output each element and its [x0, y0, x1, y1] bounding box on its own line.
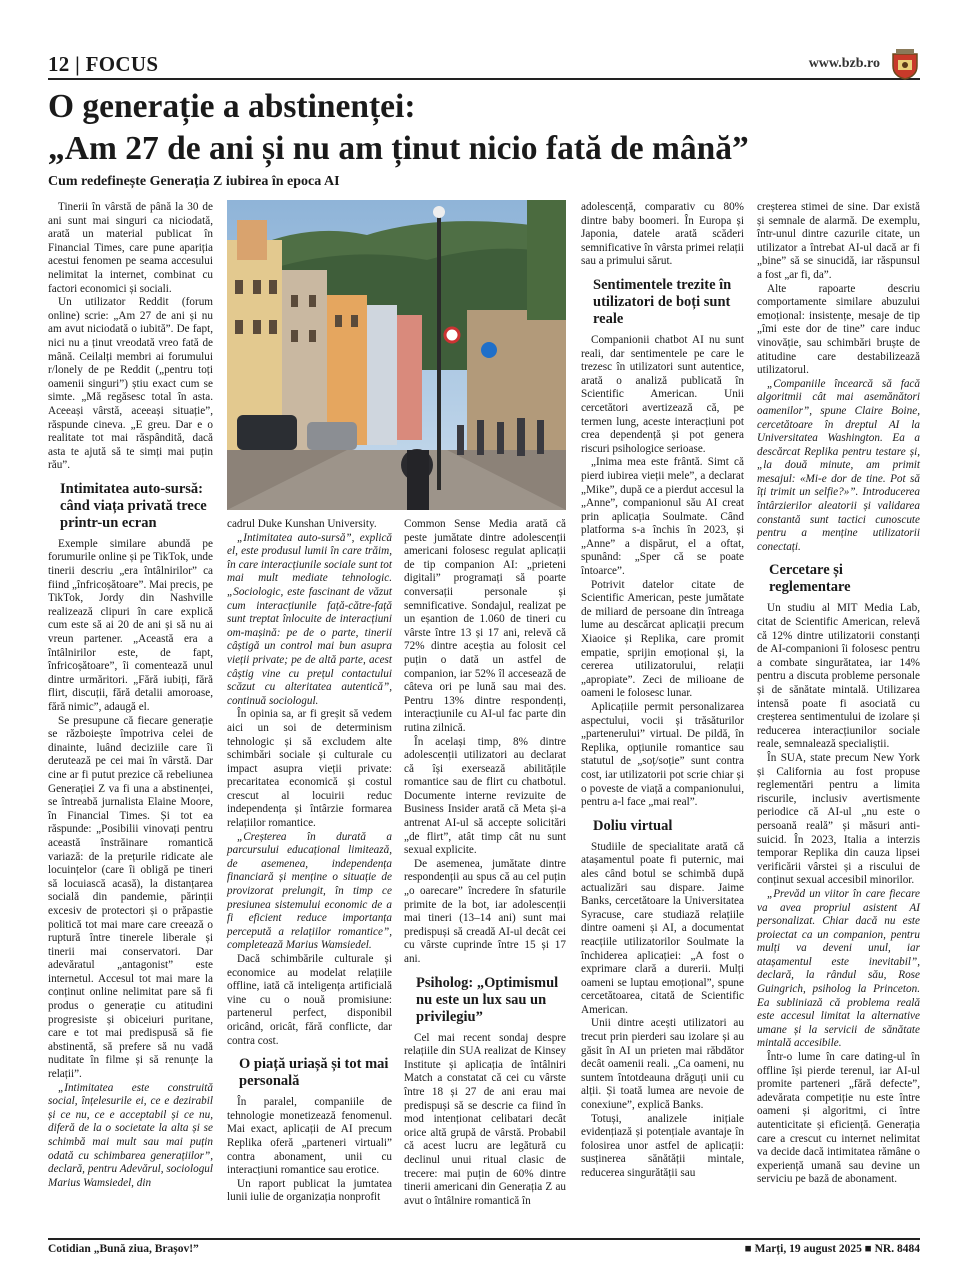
website-link[interactable]: www.bzb.ro [808, 56, 880, 71]
paragraph: Se presupune că fiecare generație se războiește împotriva celei de dinainte, luând deciziile care îi derutează pe cei mai în vârstă. Dar cine ar fi putut prezice că rebeliunea Generației Z va fi una a abstinenței, se întreabă jurnalista Elaine Moore, în Financial Times. Și tot ea răspunde: „Posibilii vinovați pentru această înstrăinare romantică variază: de la prețurile ridicate ale locuințelor (care îi obligă pe tineri să locuiască acasă), la distanțarea socială din pandemie, părinții excesiv de protectori și o prăpastie politică tot mai mare care creează o ruptură între tinerele liberale și tinerii mai conservatori. Dar adevăratul „antagonist” este internetul. Accesul tot mai mare la conținut online nelimitat pare să fi produs o generație cu atitudini progresiste și obiceiuri puritane, care e tot mai predispusă să fie abstinentă, să prefere să nu vadă nuditate în filme și să renunțe la relații”. [48, 714, 213, 1081]
street-photo [227, 200, 566, 510]
paragraph: În SUA, state precum New York și California au fost propuse reglementări pentru a limita riscurile, inclusiv avertismente periodice că AI-ul „nu este o persoană reală” și măsuri anti-suicid. În 2023, Italia a interzis temporar Replika din cauza lipsei verificării vârstei și a riscului de conținut sexual accesibil minorilor. [757, 751, 920, 887]
paragraph: De asemenea, jumătate dintre respondenții au spus că au cel puțin „o oarecare” încredere în sfaturile primite de la bot, iar adolescenții mai tineri (13–14 ani) sunt mai predispuși să creadă AI-ul decât cei cu vârste cuprinde între 15 și 17 ani. [404, 857, 566, 965]
section-heading: Intimitatea auto-sursă: când viața privată trece printr-un ecran [60, 480, 207, 531]
paragraph: Alte rapoarte descriu comportamente similare abuzului emoțional: insistențe, mesaje de tip „îmi este dor de tine” care induc vinovăție, sau schimbări bruște de atitudine care destabilizează utilizatorul. [757, 282, 920, 377]
paragraph: În același timp, 8% dintre adolescenții utilizatori au declarat că își exersează abilitățile romantice sau de flirt cu chatbotul. Documente interne revizuite de Business Insider arată că Meta și-a antrenat AI-ul să accepte solicitări „de flirt”, atât timp cât nu sunt sexual explicite. [404, 735, 566, 857]
paragraph: Studiile de specialitate arată că atașamentul poate fi puternic, mai ales când botul se schimbă după actualizări sau dispare. Jaime Banks, cercetătoare la Universitatea Syracuse, care studiază relațiile dintre oameni și AI, a documentat reacțiile utilizatorilor Soulmate la închiderea aplicației: „A fost o exprimare clară a durerii. Mulți oameni se luptau emoțional”, spune cercetătoarea, citată de Scientific American. [581, 840, 744, 1016]
quote-paragraph: „Intimitatea este construită social, înțelesurile ei, ce e dezirabil și ce nu, ce e acceptabil și ce nu, diferă de la o societate la alta și se schimbă mai mult sau mai puțin odată cu schimbarea generațiilor”, declară, pentru Adevărul, sociologul Marius Wamsiedel, din [48, 1081, 213, 1189]
section-heading: Sentimentele trezite în utilizatori de boți sunt reale [593, 276, 732, 327]
column-3 [404, 518, 566, 1208]
headline-line-1: O generație a abstinenței: [48, 88, 416, 125]
column-1 [48, 201, 213, 1190]
quote-paragraph: „Creșterea în durată a parcursului educațional limitează, de asemenea, independența financiară și menține o situație de provizorat prelungit, în timp ce presiunea sistemului economic de a fi eficient reduce importanța percepută a relațiilor romantice”, completează Marius Wamsiedel. [227, 830, 392, 952]
paragraph: Un utilizator Reddit (forum online) scrie: „Am 27 de ani și nu am avut niciodată o iubită”. De fapt, nici nu a ținut vreodată vreo fată de mână. Ceilalți membri ai forumului r/lonely de pe Reddit („pentru toți oamenii singuri”) știu exact cum se simte. „Mă regăsesc total în asta. Aceeași vârstă, aceeași situație”, răspunde cineva. „E greu. Dar e o realitate tot mai răspândită, dacă asta te ajută să te simți mai puțin rău”. [48, 296, 213, 472]
paragraph: Dacă schimbările culturale și economice au modelat relațiile offline, iată că inteligența artificială vine cu o nouă promisiune: partenerul perfect, disponibil oricând, oricât, fără conflicte, dar contra cost. [227, 953, 392, 1047]
city-crest-icon [890, 48, 920, 80]
issue-date-number: ■ Marți, 19 august 2025 ■ NR. 8484 [744, 1243, 920, 1255]
paragraph: Într-o lume în care dating-ul în offline își pierde terenul, iar AI-ul promite parteneri „fără defecte”, adevărata competiție nu este între oameni și algoritmi, ci între autenticitate și eficiență. Generația care a crescut cu internet nelimitat va decide dacă intimitatea rămâne o experiență umană sau devine un serviciu pe bază de abonament. [757, 1051, 920, 1186]
article-headline [48, 86, 928, 170]
paragraph: Tinerii în vârstă de până la 30 de ani sunt mai singuri ca niciodată, arată un material publicat în Financial Times, care pune apariția acestui fenomen pe seama accesului nelimitat la internet, combinat cu factori economici și sociali. [48, 201, 213, 295]
quote-paragraph: „Intimitatea auto-sursă”, explică el, este produsul lumii în care trăim, în care interacțiunile sociale sunt tot mai mult mediate tehnologic. „Sociologic, este fascinant de văzut cum interacțiunile față-către-față sunt treptat înlocuite de interacțiuni om-mașină: pe de o parte, tinerii câștigă un control mai bun asupra vieții private; pe de altă parte, acest câștig vine cu prețul contactului scăzut cu alteritatea autentică”, continuă sociologul. [227, 531, 392, 707]
column-4 [581, 201, 744, 1181]
article-subheadline: Cum redefinește Generația Z iubirea în epoca AI [48, 174, 340, 189]
page-section-label: 12 | FOCUS [48, 52, 159, 76]
column-5 [757, 201, 920, 1187]
section-heading: Cercetare și reglementare [769, 562, 851, 596]
headline-line-2: „Am 27 de ani și nu am ținut nicio fată de mână” [48, 130, 749, 167]
paragraph: creșterea stimei de sine. Dar există și semnale de alarmă. De exemplu, într-unul dintre cazurile citate, un utilizator a întrebat AI-ul dacă ar fi „bine” să se sinucidă, iar răspunsul a fost „ar fi, da”. [757, 201, 920, 281]
paragraph: Aplicațiile permit personalizarea aspectului, vocii și trăsăturilor „partenerului” virtual. De pildă, în Replika, opțiunile romantice sau statutul de „soț/soție” sunt contra cost, iar utilizatorii pot scrie chiar și o poveste de viață a companionului, pentru a-l face „mai real”. [581, 701, 744, 809]
newspaper-name: Cotidian „Bună ziua, Brașov!” [48, 1243, 199, 1255]
column-2 [227, 518, 392, 1205]
paragraph: Un studiu al MIT Media Lab, citat de Scientific American, relevă că 12% dintre utilizatorii constanți de AI-companioni îi folosesc pentru a combate singurătatea, iar 14% pentru a discuta probleme personale și de sănătate mintală. Utilizarea intensă poate fi asociată cu creșterea sentimentului de izolare și reducerea interacțiunilor sociale reale, semnalează specialiștii. [757, 602, 920, 751]
paragraph: Totuși, analizele inițiale evidențiază și potențiale avantaje în folosirea unor astfel de aplicații: susținerea sănătății mintale, reducerea singurătății sau [581, 1112, 744, 1179]
paragraph: Companionii chatbot AI nu sunt reali, dar sentimentele pe care le trezesc în utilizatori sunt autentice, arată o analiză publicată în Scientific American. Unii cercetători avertizează că, pe termen lung, aceste interacțiuni pot crea dependență și pot genera riscuri psihologice serioase. [581, 333, 744, 455]
paragraph: „Inima mea este frântă. Simt că pierd iubirea vieții mele”, a declarat „Mike”, după ce a pierdut accesul la „Anne”, companionul său AI creat prin aplicația Soulmate. Când platforma s-a închis în 2023, și „Anne” a dispărut, el a oftat, spunând: „Sper că se poate întoarce”. [581, 456, 744, 578]
paragraph: Cel mai recent sondaj despre relațiile din SUA realizat de Kinsey Institute și aplicația de întâlniri Match a constatat că cei cu vârste între 18 și 27 de ani erau mai predispuși să se descrie ca fiind în mod intenționat celibatari decât orice altă grupă de vârstă. Probabil că acest lucru are legătură cu declinul unui ritual clasic de trecere: mai puțin de 60% dintre tinerii americani din Generația Z au avut o întâlnire romantică în [404, 1031, 566, 1207]
paragraph: adolescență, comparativ cu 80% dintre baby boomeri. În Europa și Japonia, datele arată scăderi semnificative în vârsta primei relații sau a primului sărut. [581, 201, 744, 268]
paragraph: În opinia sa, ar fi greșit să vedem aici un soi de determinism tehnologic și să excludem alte schimbări sociale și culturale cu impact asupra vieții private: precaritatea economică și costul crescut al locuirii reduc independența și întârzie formarea relațiilor romantice. [227, 708, 392, 830]
section-heading: Doliu virtual [593, 817, 673, 834]
paragraph: Exemple similare abundă pe forumurile online și pe TikTok, unde tinerii descriu „era întâlnirilor” ca fiind „înfricoșătoare”. Mai precis, pe TikTok, Jordy din Nashville realizează clipuri în care explică cum este să ai 20 de ani și să nu ai vreun partener. „Această era a întâlnirilor este, de fapt, înfricoșătoare”, îi comentează unul dintre urmăritori. „Fără iubiți, fără flirt, discuții, fără detalii amoroase, fără nimic”, adaugă el. [48, 537, 213, 713]
paragraph: În paralel, companiile de tehnologie monetizează fenomenul. Mai exact, aplicații de AI precum Replika oferă „parteneri virtuali” contra abonament, unii cu interacțiuni romantice sau erotice. [227, 1096, 392, 1177]
quote-paragraph: „Companiile încearcă să facă algoritmii cât mai asemănători oamenilor”, spune Claire Boine, cercetătoare în dreptul AI la Universitatea Washington. Ea a descărcat Replika pentru testare și, „la două minute, am primit mesajul: «Mi-e dor de tine. Pot să îți trimit un selfie?»”. Introducerea întârzierilor aleatorii și validarea constantă sunt tactici cunoscute pentru a menține utilizatorii conectați. [757, 377, 920, 553]
paragraph: cadrul Duke Kunshan University. [227, 518, 377, 530]
brasov-street-image [227, 200, 566, 510]
paragraph: Potrivit datelor citate de Scientific American, peste jumătate de miliard de persoane din întreaga lume au descărcat aplicații precum Xiaoice și Replika, care promit empatie, sprijin emoțional și, la cererea utilizatorului, relații „apropiate”. Zeci de milioane de oameni le folosesc lunar. [581, 578, 744, 700]
paragraph: Un raport publicat la jumtatea lunii iulie de organizația nonprofit [227, 1177, 392, 1204]
quote-paragraph: „Prevăd un viitor în care fiecare va avea propriul asistent AI personalizat. Chiar dacă nu este proiectat ca un companion, pentru mulți va deveni unul, iar atașamentul este inevitabil”, declară, la rândul său, Rose Guingrich, psiholog la Princeton. Ea subliniază că problema reală este accesul limitat la alternative umane și la servicii de sănătate mintală accesibile. [757, 887, 920, 1050]
paragraph: Common Sense Media arată că peste jumătate dintre adolescenții americani folosesc regulat aplicații de tip companion AI: „prieteni digitali” programați să poarte conversații personale și semnificative. Sondajul, realizat pe un eșantion de 1.060 de tineri cu vârste între 13 și 17 ani, relevă că 72% dintre aceștia au folosit cel puțin o dată un astfel de companion, iar 52% îl accesează de câteva ori pe lună sau mai des. Pentru 13% dintre respondenți, interacțiunile cu AI-ul fac parte din rutina zilnică. [404, 518, 566, 734]
page-footer [48, 1238, 920, 1257]
page-header [48, 52, 920, 80]
section-heading: Psiholog: „Optimismul nu este un lux sau un privilegiu” [416, 974, 559, 1025]
paragraph: Unii dintre acești utilizatori au trecut prin pierderi sau izolare și au găsit în AI un prieten mai răbdător decât oamenii reali. „Ca oameni, nu suntem întotdeauna drăguți unii cu alții. Și toată lumea are nevoie de conexiune”, explică Banks. [581, 1017, 744, 1112]
section-heading: O piață uriașă și tot mai personală [239, 1056, 389, 1090]
